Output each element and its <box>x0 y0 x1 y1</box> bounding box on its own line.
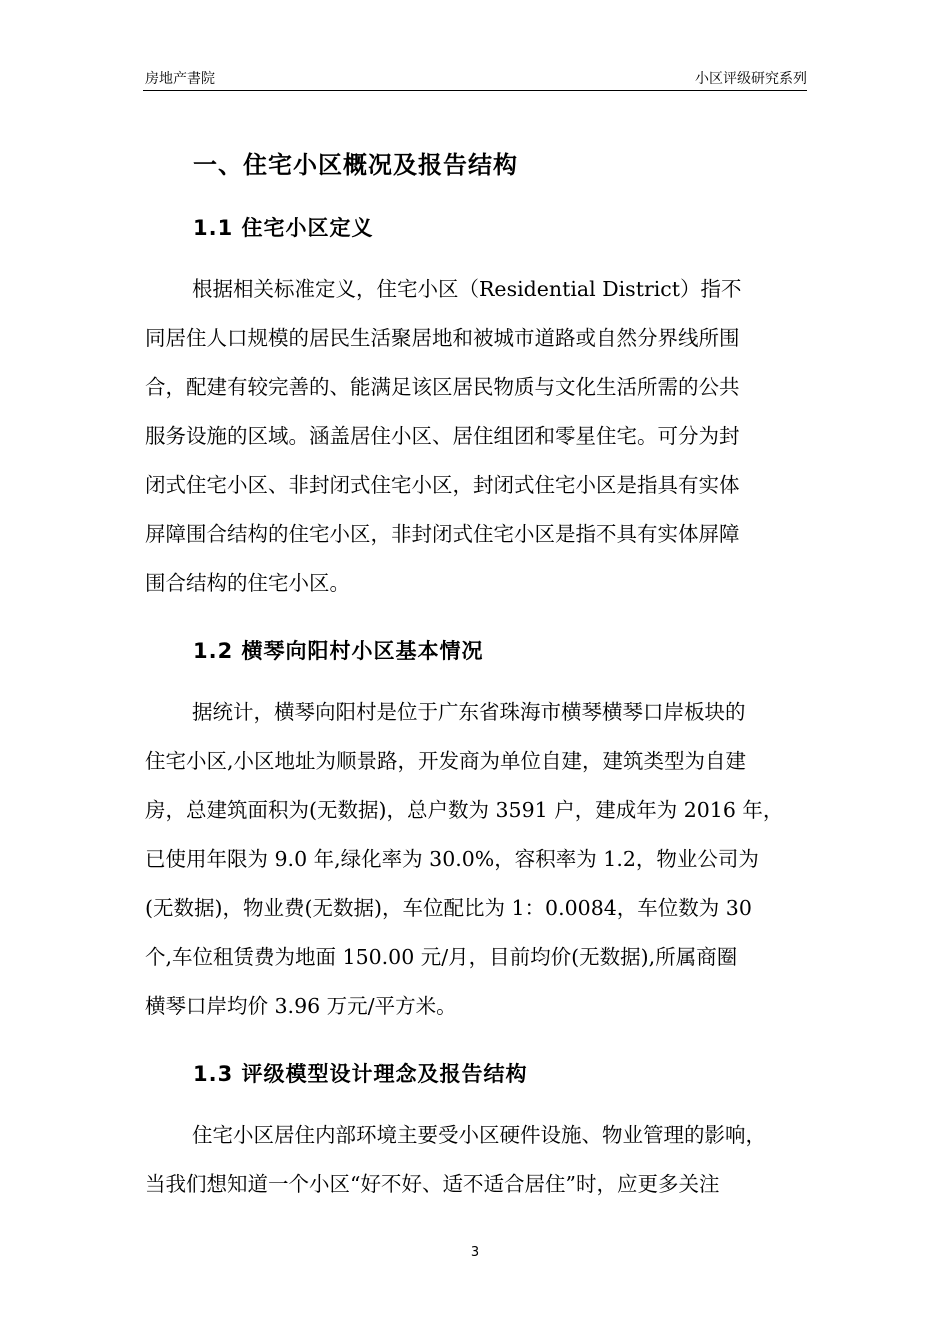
section-title-1-3: 1.3 评级模型设计理念及报告结构 <box>193 1062 528 1086</box>
section-body-1-1 <box>145 265 810 608</box>
body-line: 已使用年限为 9.0 年,绿化率为 30.0%，容积率为 1.2，物业公司为 <box>145 847 759 871</box>
header-divider <box>143 90 807 91</box>
section-body-1-3 <box>145 1111 810 1209</box>
section-body-1-2 <box>145 688 810 1031</box>
body-line: 同居住人口规模的居民生活聚居地和被城市道路或自然分界线所围 <box>145 326 740 350</box>
body-line: 服务设施的区域。涵盖居住小区、居住组团和零星住宅。可分为封 <box>145 424 740 448</box>
page-number: 3 <box>470 1245 480 1260</box>
section-title-1-1: 1.1 住宅小区定义 <box>193 216 374 240</box>
body-line: 当我们想知道一个小区“好不好、适不适合居住”时，应更多关注 <box>145 1172 720 1196</box>
chapter-title: 一、住宅小区概况及报告结构 <box>193 151 518 179</box>
body-line: 横琴口岸均价 3.96 万元/平方米。 <box>145 994 457 1018</box>
body-line: 住宅小区居住内部环境主要受小区硬件设施、物业管理的影响， <box>192 1123 766 1147</box>
header-publisher: 房地产書院 <box>145 71 215 87</box>
body-line: 闭式住宅小区、非封闭式住宅小区，封闭式住宅小区是指具有实体 <box>145 473 740 497</box>
body-line: 合，配建有较完善的、能满足该区居民物质与文化生活所需的公共 <box>145 375 740 399</box>
body-line: (无数据)，物业费(无数据)，车位配比为 1：0.0084，车位数为 30 <box>145 896 752 920</box>
body-line: 据统计，横琴向阳村是位于广东省珠海市横琴横琴口岸板块的 <box>192 700 746 724</box>
body-line: 住宅小区,小区地址为顺景路，开发商为单位自建，建筑类型为自建 <box>145 749 747 773</box>
section-title-1-2: 1.2 横琴向阳村小区基本情况 <box>193 639 484 663</box>
body-line: 房，总建筑面积为(无数据)，总户数为 3591 户，建成年为 2016 年， <box>145 798 784 822</box>
body-line: 个,车位租赁费为地面 150.00 元/月，目前均价(无数据),所属商圈 <box>145 945 738 969</box>
header-series-title: 小区评级研究系列 <box>695 71 807 87</box>
body-line: 围合结构的住宅小区。 <box>145 571 350 595</box>
body-line: 屏障围合结构的住宅小区，非封闭式住宅小区是指不具有实体屏障 <box>145 522 740 546</box>
body-line: 根据相关标准定义，住宅小区（Residential District）指不 <box>192 277 742 301</box>
